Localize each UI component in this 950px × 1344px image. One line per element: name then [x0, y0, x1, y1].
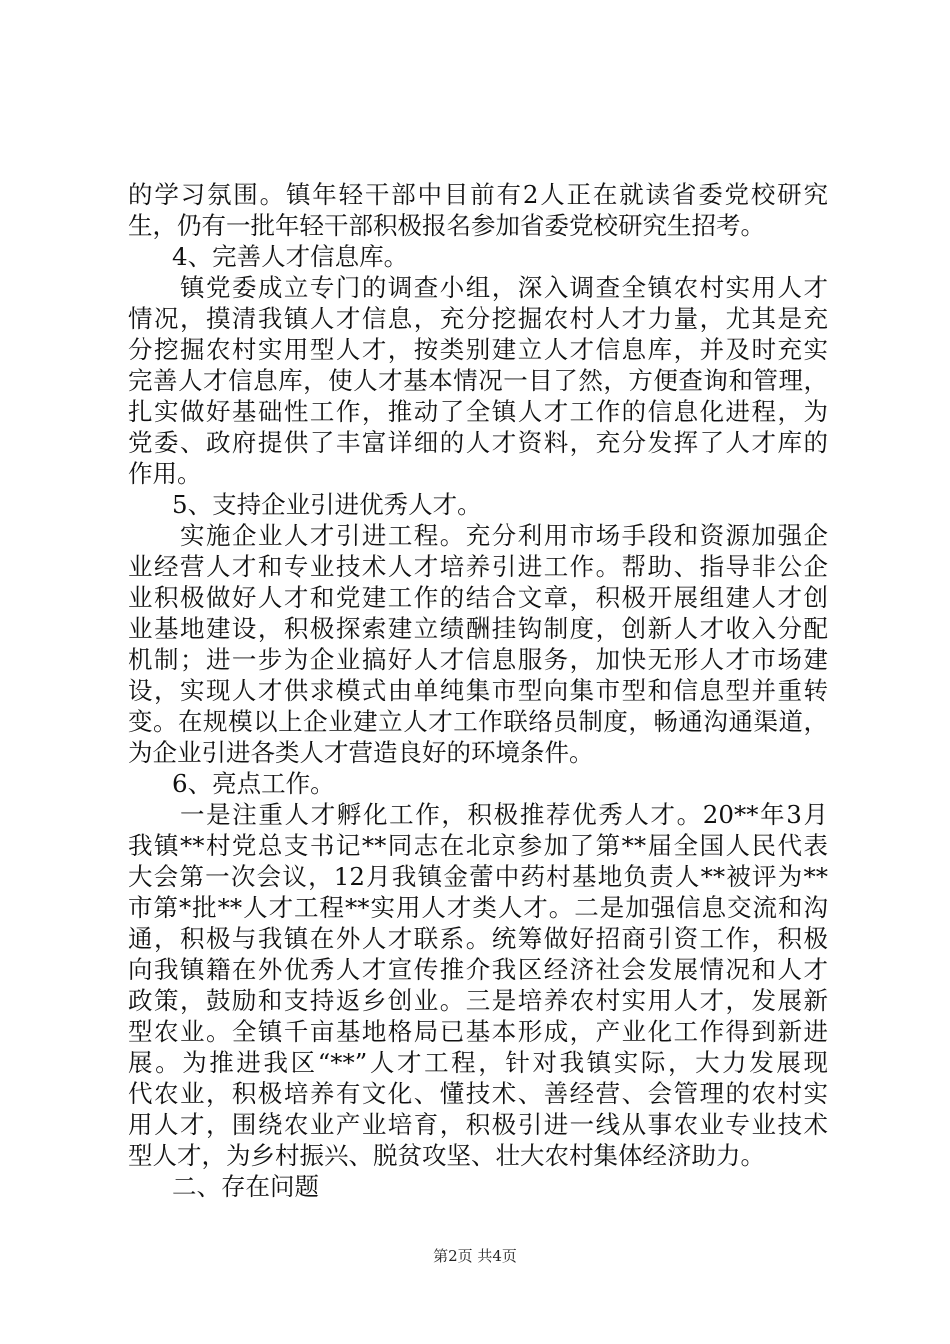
text-line: 通，积极与我镇在外人才联系。统筹做好招商引资工作，积极	[128, 924, 828, 953]
text-line: 二、存在问题	[172, 1172, 319, 1201]
text-line: 作用。	[128, 459, 202, 488]
text-line: 向我镇籍在外优秀人才宣传推介我区经济社会发展情况和人才	[128, 955, 828, 984]
text-line: 设，实现人才供求模式由单纯集市型向集市型和信息型并重转	[128, 676, 828, 705]
text-line: 业积极做好人才和党建工作的结合文章，积极开展组建人才创	[128, 583, 828, 612]
text-line: 实施企业人才引进工程。充分利用市场手段和资源加强企	[180, 521, 828, 550]
text-line: 市第*批**人才工程**实用人才类人才。二是加强信息交流和沟	[128, 893, 828, 922]
text-line: 一是注重人才孵化工作，积极推荐优秀人才。20**年3月	[180, 800, 828, 829]
text-line: 大会第一次会议，12月我镇金蕾中药村基地负责人**被评为**	[128, 862, 828, 891]
text-line: 展。为推进我区“**”人才工程，针对我镇实际，大力发展现	[128, 1048, 828, 1077]
text-line: 5、支持企业引进优秀人才。	[172, 490, 482, 519]
text-line: 我镇**村党总支书记**同志在北京参加了第**届全国人民代表	[128, 831, 828, 860]
text-line: 业基地建设，积极探索建立绩酬挂钩制度，创新人才收入分配	[128, 614, 828, 643]
text-line: 党委、政府提供了丰富详细的人才资料，充分发挥了人才库的	[128, 428, 828, 457]
text-line: 型人才，为乡村振兴、脱贫攻坚、壮大农村集体经济助力。	[128, 1141, 765, 1170]
text-line: 扎实做好基础性工作，推动了全镇人才工作的信息化进程，为	[128, 397, 828, 426]
text-line: 完善人才信息库，使人才基本情况一目了然，方便查询和管理，	[128, 366, 828, 395]
text-line: 业经营人才和专业技术人才培养引进工作。帮助、指导非公企	[128, 552, 828, 581]
text-line: 变。在规模以上企业建立人才工作联络员制度，畅通沟通渠道，	[128, 707, 828, 736]
text-line: 的学习氛围。镇年轻干部中目前有2人正在就读省委党校研究	[128, 180, 828, 209]
text-line: 政策，鼓励和支持返乡创业。三是培养农村实用人才，发展新	[128, 986, 828, 1015]
text-line: 分挖掘农村实用型人才，按类别建立人才信息库，并及时充实	[128, 335, 828, 364]
text-line: 用人才，围绕农业产业培育，积极引进一线从事农业专业技术	[128, 1110, 828, 1139]
text-line: 生，仍有一批年轻干部积极报名参加省委党校研究生招考。	[128, 211, 765, 240]
text-line: 代农业，积极培养有文化、懂技术、善经营、会管理的农村实	[128, 1079, 828, 1108]
text-line: 情况，摸清我镇人才信息，充分挖掘农村人才力量，尤其是充	[128, 304, 828, 333]
text-line: 机制；进一步为企业搞好人才信息服务，加快无形人才市场建	[128, 645, 828, 674]
page-footer: 第2页 共4页	[433, 1247, 517, 1265]
text-line: 为企业引进各类人才营造良好的环境条件。	[128, 738, 594, 767]
text-line: 型农业。全镇千亩基地格局已基本形成，产业化工作得到新进	[128, 1017, 828, 1046]
text-line: 6、亮点工作。	[172, 769, 335, 798]
text-line: 镇党委成立专门的调查小组，深入调查全镇农村实用人才	[180, 273, 828, 302]
text-line: 4、完善人才信息库。	[172, 242, 409, 271]
